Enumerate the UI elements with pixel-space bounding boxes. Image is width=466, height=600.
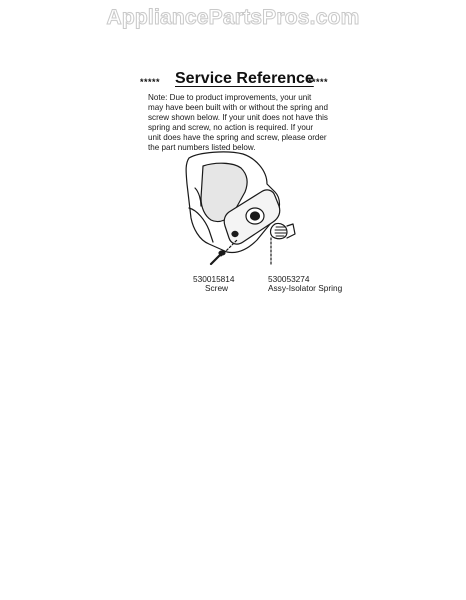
note-line: may have been built with or without the spring and [148, 103, 328, 112]
note-line: screw shown below. If your unit does not have this [148, 113, 328, 122]
spring-part-number: 530053274 [268, 274, 310, 284]
screw-part-name: Screw [205, 283, 229, 293]
watermark-site-name: AppliancePartsPros.com [106, 6, 360, 29]
page-title: Service Reference [175, 70, 314, 87]
service-note [148, 93, 340, 153]
screw-icon [211, 251, 225, 264]
isolator-spring-icon [271, 223, 296, 238]
stars-right: ***** [308, 77, 329, 87]
stars-left: ***** [140, 77, 161, 87]
note-line: Note: Due to product improvements, your unit [148, 93, 312, 102]
spring-part-name: Assy-Isolator Spring [268, 283, 343, 293]
note-line: spring and screw, no action is required. If your [148, 123, 314, 132]
note-line: the part numbers listed below. [148, 143, 256, 152]
screw-part-number: 530015814 [193, 274, 235, 284]
note-line: unit does have the spring and screw, please order [148, 133, 327, 142]
service-reference-header [140, 70, 340, 92]
isolator-bracket-drawing [175, 148, 335, 273]
